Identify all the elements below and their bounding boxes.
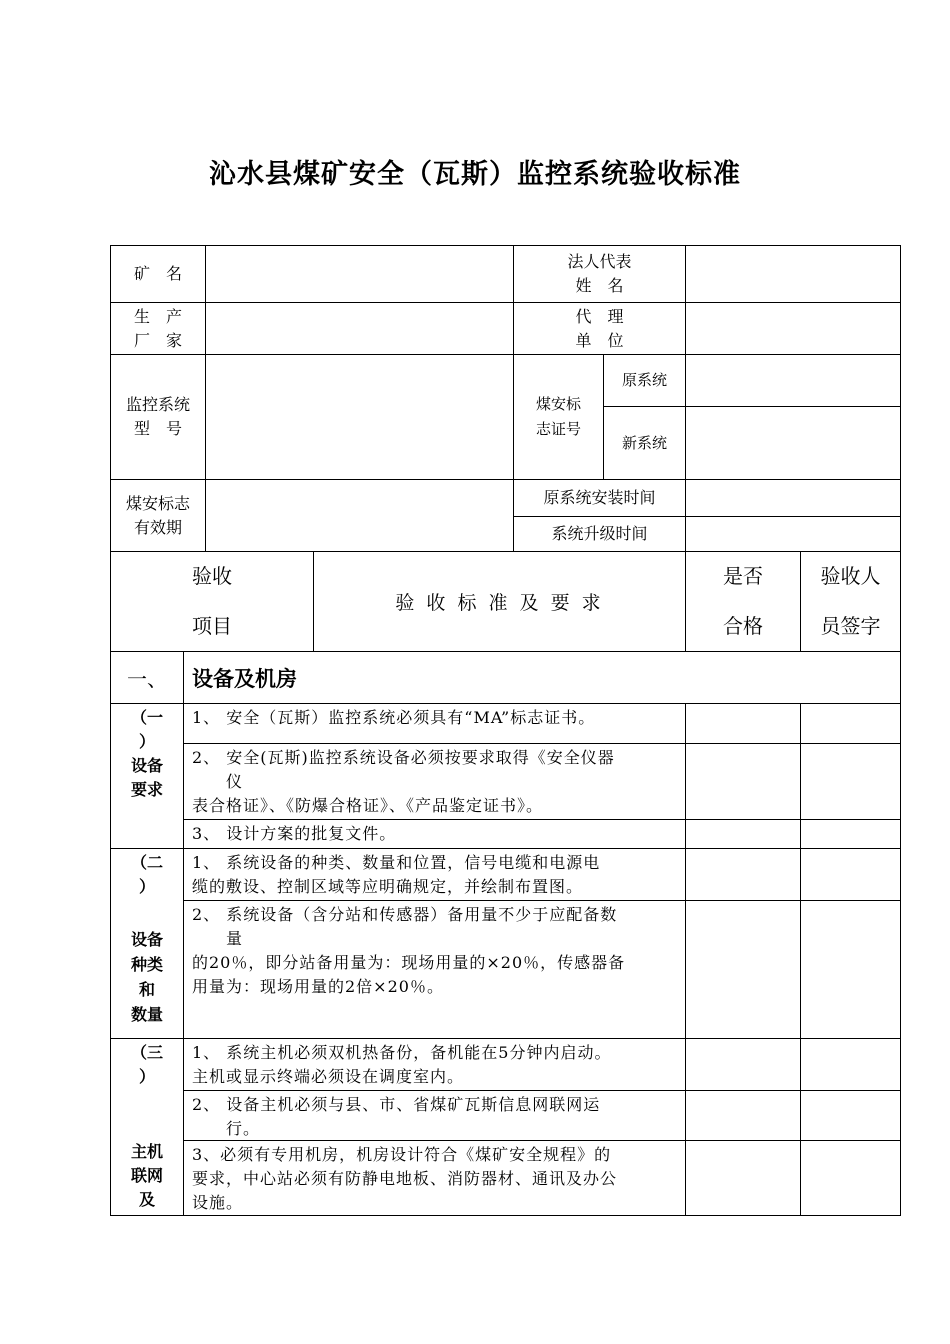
group3-item3-text: 3、必须有专用机房，机房设计符合《煤矿安全规程》的 要求，中心站必须有防静电地板、消防器材、通讯及办公 设施。 [192, 1145, 618, 1212]
signer-cell[interactable] [801, 1039, 900, 1090]
legal-rep-field[interactable] [686, 246, 900, 302]
manufacturer-field[interactable] [206, 303, 513, 354]
legal-rep-label: 法人代表 姓 名 [567, 252, 632, 295]
validity-field[interactable] [206, 480, 513, 551]
group1-item2-text: 2、 安全(瓦斯)监控系统设备必须按要求取得《安全仪器 仪 表合格证》、《防爆合格证》、《产品鉴定证书》。 [192, 748, 615, 815]
pass-cell[interactable] [686, 820, 800, 848]
pass-cell[interactable] [686, 901, 800, 1038]
orig-install-time-field[interactable] [686, 480, 900, 516]
group3-label-number: （三 ） [130, 1043, 163, 1086]
new-system-cert-field[interactable] [686, 407, 900, 479]
group3-item1-text: 1、 系统主机必须双机热备份，备机能在5分钟内启动。 主机或显示终端必须设在调度室内。 [192, 1043, 612, 1086]
cert-no-label: 煤安标 志证号 [535, 395, 581, 438]
header-standard: 验 收 标 准 及 要 求 [395, 592, 604, 614]
group1-label: （一 ） 设备 要求 [130, 708, 163, 799]
upgrade-time-field[interactable] [686, 517, 900, 551]
group1-item3-text: 3、 设计方案的批复文件。 [192, 824, 397, 843]
signer-cell[interactable] [801, 744, 900, 819]
group2-label-name: 设备 种类 和 数量 [130, 930, 163, 1024]
model-label: 监控系统 型 号 [125, 395, 190, 438]
manufacturer-label: 生 产 厂 家 [133, 306, 182, 350]
pass-cell[interactable] [686, 1141, 800, 1215]
header-pass: 是否 合格 [723, 564, 763, 638]
group1-item1-text: 1、 安全（瓦斯）监控系统必须具有“MA”标志证书。 [192, 708, 596, 727]
section-number: 一、 [127, 667, 167, 691]
signer-cell[interactable] [801, 901, 900, 1038]
pass-cell[interactable] [686, 744, 800, 819]
pass-cell[interactable] [686, 1039, 800, 1090]
upgrade-time-label: 系统升级时间 [551, 524, 648, 543]
document-title: 沁水县煤矿安全（瓦斯）监控系统验收标准 [209, 159, 741, 190]
signer-cell[interactable] [801, 820, 900, 848]
pass-cell[interactable] [686, 704, 800, 743]
group2-label-number: （二 ） [130, 853, 163, 896]
orig-install-time-label: 原系统安装时间 [543, 488, 656, 507]
orig-system-cert-field[interactable] [686, 355, 900, 406]
agent-field[interactable] [686, 303, 900, 354]
agent-label: 代 理 单 位 [575, 306, 624, 350]
group2-item2-text: 2、 系统设备（含分站和传感器）备用量不少于应配备数 量 的20％，即分站备用量为：现场用量的×20％，传感器备 用量为：现场用量的2倍×20％。 [192, 905, 626, 996]
orig-system-label: 原系统 [621, 371, 667, 389]
model-field[interactable] [206, 355, 513, 479]
pass-cell[interactable] [686, 1091, 800, 1140]
pass-cell[interactable] [686, 849, 800, 900]
mine-name-label: 矿 名 [133, 264, 182, 283]
section-title: 设备及机房 [192, 666, 297, 691]
group3-item2-text: 2、 设备主机必须与县、市、省煤矿瓦斯信息网联网运 行。 [192, 1095, 601, 1138]
validity-label: 煤安标志 有效期 [125, 493, 190, 537]
signer-cell[interactable] [801, 1091, 900, 1140]
group2-item1-text: 1、 系统设备的种类、数量和位置，信号电缆和电源电 缆的敷设、控制区域等应明确规定，并绘制布置图。 [192, 853, 601, 896]
signer-cell[interactable] [801, 704, 900, 743]
group3-label-name: 主机 联网 及 [130, 1142, 163, 1209]
signer-cell[interactable] [801, 849, 900, 900]
signer-cell[interactable] [801, 1141, 900, 1215]
mine-name-field[interactable] [206, 246, 513, 302]
header-item: 验收 项目 [192, 564, 232, 638]
header-signer: 验收人 员签字 [820, 564, 881, 638]
new-system-label: 新系统 [621, 433, 667, 452]
